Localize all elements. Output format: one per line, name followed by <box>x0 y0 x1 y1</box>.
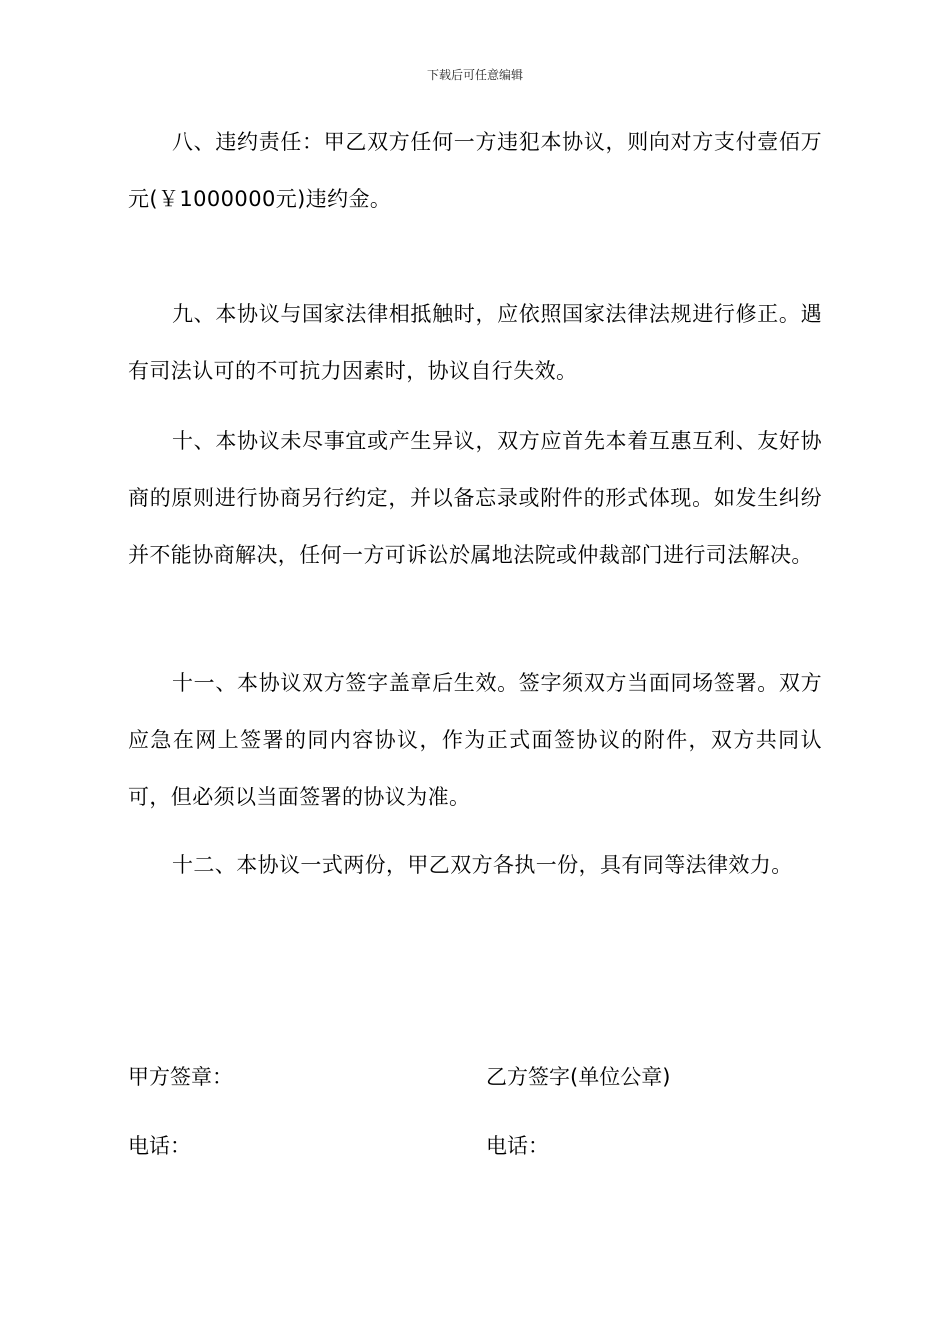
clause-9: 九、本协议与国家法律相抵触时，应依照国家法律法规进行修正。遇有司法认可的不可抗力因素时，协议自行失效。 <box>128 302 822 383</box>
page-header: 下载后可任意编辑 <box>426 68 523 82</box>
clause-10: 十、本协议未尽事宜或产生异议，双方应首先本着互惠互利、友好协商的原则进行协商另行约定，并以备忘录或附件的形式体现。如发生纠纷并不能协商解决，任何一方可诉讼於属地法院或仲裁部门进行司法解决。 <box>128 429 822 567</box>
party-b-phone-label: 电话： <box>486 1134 549 1158</box>
party-b-sign-label: 乙方签字(单位公章) <box>486 1065 671 1089</box>
clause-11: 十一、本协议双方签字盖章后生效。签字须双方当面同场签署。双方应急在网上签署的同内容协议，作为正式面签协议的附件，双方共同认可，但必须以当面签署的协议为准。 <box>128 671 822 809</box>
party-a-seal-label: 甲方签章： <box>128 1065 233 1089</box>
party-a-phone-label: 电话： <box>128 1134 191 1158</box>
clause-12: 十二、本协议一式两份，甲乙双方各执一份，具有同等法律效力。 <box>172 853 793 877</box>
clause-8: 八、违约责任：甲乙双方任何一方违犯本协议，则向对方支付壹佰万元(￥1000000元)违约金。 <box>128 130 822 211</box>
